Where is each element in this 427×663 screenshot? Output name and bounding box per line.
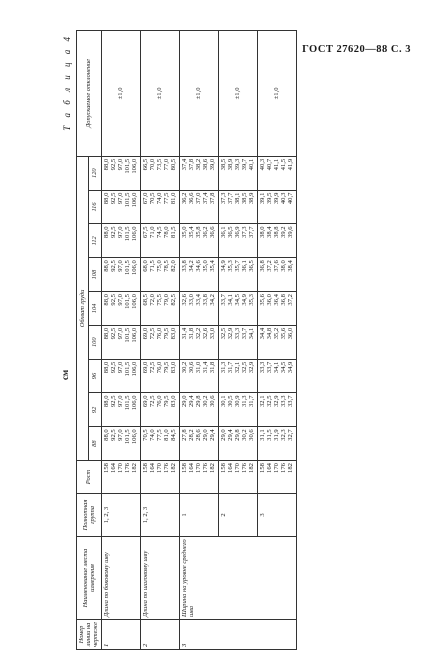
row-value: 40,3 40,7 41,1 41,5 41,9 — [257, 156, 296, 190]
chest-size-header: 88 — [89, 427, 101, 461]
row-value: 29,0 29,4 29,8 30,2 30,6 — [218, 427, 257, 461]
row-value: 36,8 37,2 37,6 38,0 38,4 — [257, 258, 296, 292]
row-value: 27,8 28,2 28,6 29,0 29,4 — [179, 427, 218, 461]
row-group: 1, 2, 3 — [101, 494, 140, 537]
row-value: 88,0 92,5 97,0 101,5 106,0 — [101, 156, 140, 190]
col-number-header: Номер линии на чертеже — [77, 620, 102, 650]
row-tolerance: ±1,0 — [101, 31, 140, 157]
chest-size-header: 116 — [89, 190, 101, 224]
row-group: 1, 2, 3 — [140, 494, 179, 537]
row-value: 38,5 38,9 39,3 39,7 40,1 — [218, 156, 257, 190]
row-value: 88,0 92,5 97,0 101,5 106,0 — [101, 224, 140, 258]
measurement-table — [76, 30, 297, 650]
row-tolerance: ±1,0 — [257, 31, 296, 157]
row-value: 32,5 32,9 33,3 33,7 34,1 — [218, 325, 257, 359]
col-group-header: Полнотная группа — [77, 494, 102, 537]
row-value: 69,0 72,5 76,0 79,5 83,0 — [140, 393, 179, 427]
col-chest-header: Обхват груди — [77, 156, 89, 460]
row-group: 1 — [179, 494, 218, 537]
row-value: 37,3 37,7 38,1 38,5 38,9 — [218, 190, 257, 224]
row-heights: 158 164 170 176 182 — [179, 461, 218, 494]
rotated-table-block — [60, 30, 400, 650]
row-value: 69,0 72,5 76,0 79,5 83,0 — [140, 359, 179, 393]
row-value: 32,1 32,5 32,9 33,3 33,7 — [257, 393, 296, 427]
row-value: 34,4 34,8 35,2 35,6 36,0 — [257, 325, 296, 359]
col-name-header: Наименование места измерения — [77, 537, 102, 620]
row-value: 68,5 72,0 75,5 79,0 82,5 — [140, 292, 179, 326]
row-value: 88,0 92,5 97,0 101,5 106,0 — [101, 190, 140, 224]
row-heights: 158 164 170 176 182 — [101, 461, 140, 494]
table-row — [101, 31, 140, 650]
chest-size-header: 100 — [89, 325, 101, 359]
row-value: 69,0 72,5 76,0 79,5 83,0 — [140, 325, 179, 359]
row-value: 32,6 33,0 33,4 33,8 34,2 — [179, 292, 218, 326]
row-number: 1 — [101, 620, 140, 650]
row-value: 30,1 30,5 30,9 31,3 31,7 — [218, 393, 257, 427]
row-value: 68,0 71,5 75,0 78,5 82,0 — [140, 258, 179, 292]
row-value: 88,0 92,5 97,0 101,5 106,0 — [101, 393, 140, 427]
table-row — [179, 31, 218, 650]
chest-size-header: 112 — [89, 224, 101, 258]
row-value: 88,0 92,5 97,0 101,5 106,0 — [101, 292, 140, 326]
chest-size-header: 96 — [89, 359, 101, 393]
row-value: 38,0 38,4 38,8 39,2 39,6 — [257, 224, 296, 258]
row-value: 36,2 36,6 37,0 37,4 37,8 — [179, 190, 218, 224]
row-value: 36,1 36,5 36,9 37,3 37,7 — [218, 224, 257, 258]
row-value: 88,0 92,5 97,0 101,5 106,0 — [101, 359, 140, 393]
row-heights: 158 164 170 176 182 — [257, 461, 296, 494]
col-height-header: Рост — [77, 461, 102, 494]
table-caption: Т а б л и ц а 4 — [62, 34, 72, 131]
row-tolerance: ±1,0 — [179, 31, 218, 157]
row-number: 2 — [140, 620, 179, 650]
chest-size-header: 108 — [89, 258, 101, 292]
header-row-1 — [77, 31, 89, 650]
row-heights: 158 164 170 176 182 — [218, 461, 257, 494]
row-group: 3 — [257, 494, 296, 537]
col-tolerance-header: Допускаемое отклонение — [77, 31, 102, 157]
row-group: 2 — [218, 494, 257, 537]
row-value: 31,1 31,5 31,9 32,3 32,7 — [257, 427, 296, 461]
row-value: 39,1 39,5 39,9 40,3 40,7 — [257, 190, 296, 224]
row-value: 29,0 29,4 29,8 30,2 30,6 — [179, 393, 218, 427]
row-value: 33,8 34,2 34,6 35,0 35,4 — [179, 258, 218, 292]
row-value: 35,0 35,4 35,8 36,2 36,6 — [179, 224, 218, 258]
row-value: 88,0 92,5 97,0 101,5 106,0 — [101, 325, 140, 359]
unit-label: см — [60, 369, 70, 380]
row-name: Длина по боковому шву — [101, 537, 140, 620]
table-row — [140, 31, 179, 650]
row-name: Длина по шаговому шву — [140, 537, 179, 620]
row-tolerance: ±1,0 — [140, 31, 179, 157]
row-value: 31,4 31,8 32,2 32,6 33,0 — [179, 325, 218, 359]
row-value: 88,0 92,5 97,0 101,5 106,0 — [101, 427, 140, 461]
row-value: 37,4 37,8 38,2 38,6 39,0 — [179, 156, 218, 190]
row-heights: 158 164 170 176 182 — [140, 461, 179, 494]
page-header: ГОСТ 27620—88 С. 3 — [302, 44, 411, 55]
row-value: 66,5 70,0 73,5 77,0 80,5 — [140, 156, 179, 190]
chest-size-header: 104 — [89, 292, 101, 326]
row-value: 70,5 74,0 77,5 81,0 84,5 — [140, 427, 179, 461]
row-value: 30,2 30,6 31,0 31,4 31,8 — [179, 359, 218, 393]
row-value: 67,5 71,0 74,5 78,0 81,5 — [140, 224, 179, 258]
chest-size-header: 120 — [89, 156, 101, 190]
row-name: Ширина на уровне среднего шва — [179, 537, 296, 620]
row-tolerance: ±1,0 — [218, 31, 257, 157]
chest-size-header: 92 — [89, 393, 101, 427]
row-value: 31,3 31,7 32,1 32,5 32,9 — [218, 359, 257, 393]
row-value: 67,0 70,5 74,0 77,5 81,0 — [140, 190, 179, 224]
row-number: 3 — [179, 620, 296, 650]
row-value: 35,6 36,0 36,4 36,8 37,2 — [257, 292, 296, 326]
row-value: 33,7 34,1 34,5 34,9 35,3 — [218, 292, 257, 326]
row-value: 33,3 33,7 34,1 34,5 34,9 — [257, 359, 296, 393]
row-value: 34,9 35,3 35,7 36,1 36,5 — [218, 258, 257, 292]
row-value: 88,0 92,5 97,0 101,5 106,0 — [101, 258, 140, 292]
